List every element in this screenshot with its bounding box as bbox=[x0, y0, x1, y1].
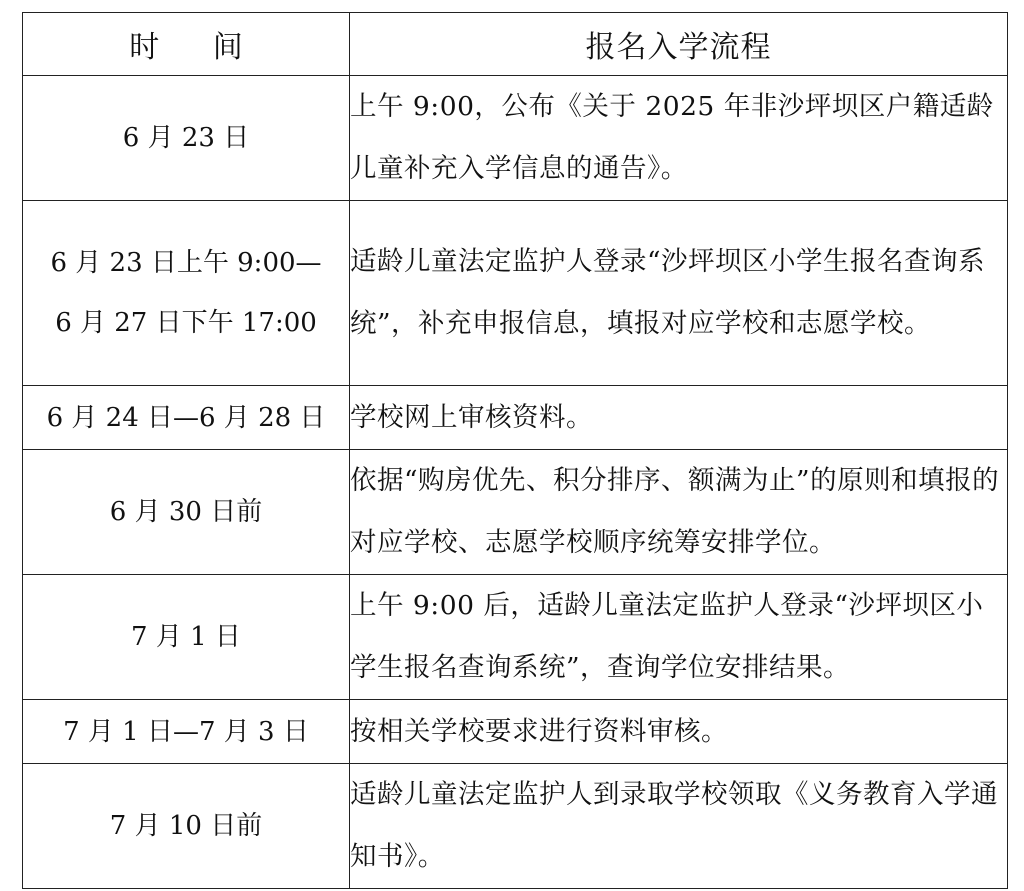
flow-cell: 适龄儿童法定监护人到录取学校领取《义务教育入学通知书》。 bbox=[350, 764, 1008, 889]
table-row bbox=[23, 386, 1008, 450]
time-cell bbox=[23, 700, 350, 764]
table-row bbox=[23, 575, 1008, 700]
time-text: 7 月 10 日前 bbox=[109, 811, 263, 841]
flow-cell: 适龄儿童法定监护人登录“沙坪坝区小学生报名查询系统”，补充申报信息，填报对应学校和志愿学校。 bbox=[350, 201, 1008, 386]
time-text: 6 月 30 日前 bbox=[109, 497, 263, 527]
enrollment-schedule-table bbox=[22, 12, 1008, 889]
flow-cell: 按相关学校要求进行资料审核。 bbox=[350, 700, 1008, 764]
time-cell bbox=[23, 201, 350, 386]
table-row bbox=[23, 764, 1008, 889]
time-text: 6 月 24 日—6 月 28 日 bbox=[46, 402, 326, 433]
table-row bbox=[23, 76, 1008, 201]
time-cell bbox=[23, 764, 350, 889]
time-cell bbox=[23, 76, 350, 201]
table-row bbox=[23, 201, 1008, 386]
time-text: 6 月 23 日上午 9:00— bbox=[50, 248, 322, 278]
flow-cell: 上午 9:00 后，适龄儿童法定监护人登录“沙坪坝区小学生报名查询系统”，查询学位安排结果。 bbox=[350, 575, 1008, 700]
time-text: 7 月 1 日 bbox=[131, 622, 241, 652]
time-cell bbox=[23, 386, 350, 450]
time-text: 7 月 1 日—7 月 3 日 bbox=[63, 716, 309, 747]
table-row bbox=[23, 700, 1008, 764]
header-time bbox=[23, 13, 350, 76]
table-row bbox=[23, 450, 1008, 575]
flow-cell: 学校网上审核资料。 bbox=[350, 386, 1008, 450]
time-text: 6 月 27 日下午 17:00 bbox=[55, 308, 317, 338]
time-cell bbox=[23, 575, 350, 700]
header-time-label: 时 间 bbox=[129, 30, 265, 65]
table-header-row bbox=[23, 13, 1008, 76]
header-flow: 报名入学流程 bbox=[350, 13, 1008, 76]
time-text: 6 月 23 日 bbox=[122, 123, 250, 153]
flow-cell: 依据“购房优先、积分排序、额满为止”的原则和填报的对应学校、志愿学校顺序统筹安排学位。 bbox=[350, 450, 1008, 575]
time-cell bbox=[23, 450, 350, 575]
flow-cell: 上午 9:00，公布《关于 2025 年非沙坪坝区户籍适龄儿童补充入学信息的通告》。 bbox=[350, 76, 1008, 201]
